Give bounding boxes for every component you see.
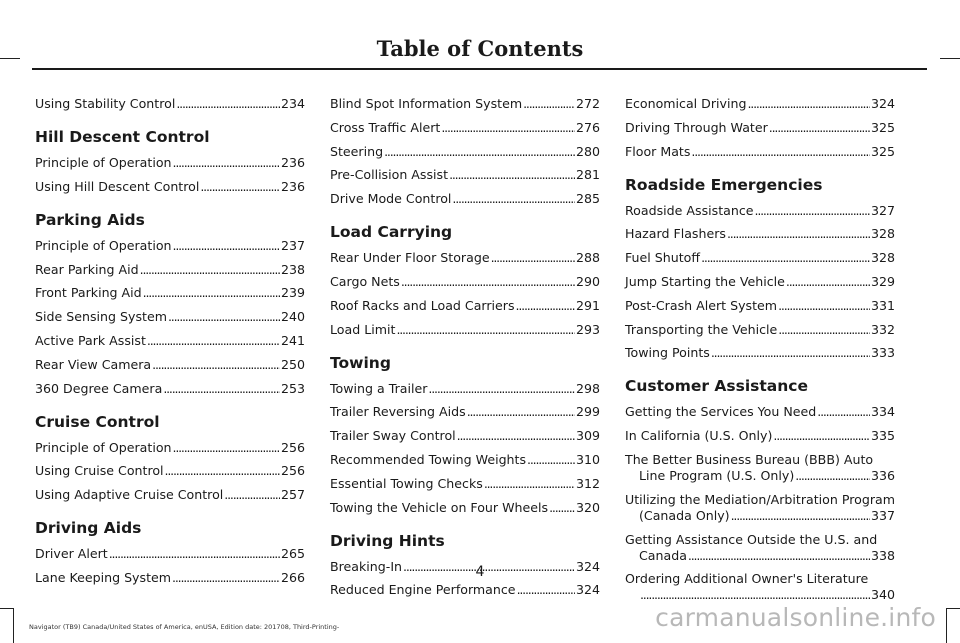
toc-entry-label: Active Park Assist — [35, 332, 146, 348]
toc-entry-label: Front Parking Aid — [35, 285, 142, 301]
footer-edition-text: Navigator (TB9) Canada/United States of America, enUSA, Edition date: 201708, Third-Printing- — [29, 623, 340, 631]
toc-entry-page: 293 — [575, 321, 600, 337]
toc-entry-label: Driving Through Water — [625, 119, 768, 135]
toc-entry-label: Principle of Operation — [35, 155, 172, 170]
dot-leader — [441, 120, 575, 136]
toc-entry-label-continued: Canada — [639, 547, 687, 563]
dot-leader — [491, 250, 575, 266]
crop-mark — [0, 608, 14, 609]
toc-entry-page: 312 — [575, 475, 600, 491]
dot-leader — [457, 428, 575, 444]
toc-entry-page: 332 — [870, 321, 895, 337]
toc-entry-page: 241 — [280, 332, 305, 348]
toc-entry[interactable] — [625, 120, 895, 136]
toc-entry-label: Lane Keeping System — [35, 569, 172, 585]
toc-entry-label: Drive Mode Control — [330, 191, 452, 207]
toc-entry-label: Towing Points — [625, 345, 710, 361]
toc-entry-page: 335 — [870, 428, 895, 444]
toc-entry-label: Blind Spot Information System — [330, 96, 523, 111]
toc-entry-label: Roadside Assistance — [625, 202, 754, 218]
toc-entry-page: 333 — [870, 345, 895, 361]
toc-entry[interactable] — [35, 179, 305, 195]
toc-entry-page: 234 — [280, 96, 305, 111]
toc-entry-page: 291 — [575, 297, 600, 313]
dot-leader — [173, 155, 280, 171]
toc-entry[interactable] — [625, 345, 895, 361]
section-heading: Driving Hints — [330, 531, 445, 550]
toc-entry-label: Roof Racks and Load Carriers — [330, 297, 515, 313]
toc-entry[interactable] — [625, 298, 895, 314]
watermark-logo: carmanualsonline.info — [655, 603, 936, 632]
toc-entry[interactable] — [625, 274, 895, 290]
dot-leader — [755, 203, 870, 219]
dot-leader — [165, 463, 280, 479]
section-heading: Cruise Control — [35, 412, 160, 431]
dot-leader — [748, 96, 870, 112]
toc-entry-page: 331 — [870, 297, 895, 313]
crop-mark — [13, 608, 14, 643]
toc-entry-page: 299 — [575, 404, 600, 420]
toc-entry-label: Using Cruise Control — [35, 463, 164, 479]
toc-entry-page: 325 — [870, 143, 895, 159]
toc-entry-label-continued: (Canada Only) — [639, 507, 730, 523]
toc-entry-page: 340 — [870, 587, 895, 603]
toc-entry-page: 276 — [575, 119, 600, 135]
toc-entry-page: 329 — [870, 273, 895, 289]
dot-leader — [147, 333, 280, 349]
dot-leader — [384, 144, 575, 160]
toc-entry-page: 325 — [870, 119, 895, 135]
toc-entry-label: Breaking-In — [330, 558, 403, 574]
dot-leader — [527, 452, 575, 468]
toc-entry[interactable] — [330, 191, 600, 207]
toc-entry-label: Using Stability Control — [35, 96, 176, 111]
dot-leader — [549, 500, 575, 516]
toc-entry-label: Towing a Trailer — [330, 380, 428, 396]
dot-leader — [109, 546, 280, 562]
toc-entry[interactable] — [330, 120, 600, 136]
dot-leader — [467, 404, 575, 420]
toc-entry-page: 236 — [280, 178, 305, 194]
toc-entry-page: 290 — [575, 273, 600, 289]
toc-entry-page: 253 — [280, 380, 305, 396]
toc-entry[interactable] — [35, 546, 305, 562]
toc-entry[interactable] — [35, 333, 305, 349]
dot-leader — [727, 226, 870, 242]
toc-entry-page: 298 — [575, 380, 600, 396]
toc-entry-page: 337 — [870, 507, 895, 523]
toc-entry-label: Rear View Camera — [35, 356, 152, 372]
toc-entry-page: 324 — [870, 96, 895, 111]
section-heading: Driving Aids — [35, 519, 142, 538]
dot-leader — [640, 587, 870, 603]
toc-entry-label: Rear Under Floor Storage — [330, 250, 490, 266]
toc-entry[interactable] — [330, 96, 600, 112]
toc-entry-page: 281 — [575, 167, 600, 183]
toc-entry[interactable] — [625, 404, 895, 420]
toc-entry-page: 256 — [280, 463, 305, 479]
toc-entry-label: Using Adaptive Cruise Control — [35, 487, 224, 503]
toc-entry-label: Ordering Additional Owner's Literature — [625, 571, 869, 587]
toc-entry-page: 240 — [280, 309, 305, 325]
toc-entry-label: Hazard Flashers — [625, 226, 726, 242]
toc-entry-label: Post-Crash Alert System — [625, 297, 778, 313]
toc-column-3 — [625, 96, 895, 611]
toc-entry-label: Fuel Shutoff — [625, 250, 701, 266]
toc-entry-label: Getting the Services You Need — [625, 404, 817, 420]
toc-entry[interactable] — [35, 285, 305, 301]
toc-entry-page: 256 — [280, 439, 305, 455]
dot-leader — [516, 298, 575, 314]
toc-entry-page: 285 — [575, 191, 600, 207]
toc-column-2 — [330, 96, 600, 606]
toc-entry-page: 309 — [575, 428, 600, 444]
toc-entry-label: Rear Parking Aid — [35, 261, 139, 277]
toc-entry[interactable] — [35, 155, 305, 171]
toc-entry-label: Cross Traffic Alert — [330, 119, 441, 135]
page-title: Table of Contents — [376, 36, 584, 61]
toc-entry-page: 239 — [280, 285, 305, 301]
toc-entry[interactable] — [35, 96, 305, 112]
toc-entry-label-continued: Line Program (U.S. Only) — [639, 467, 795, 483]
toc-entry-page: 334 — [870, 404, 895, 420]
dot-leader — [778, 298, 870, 314]
dot-leader — [711, 345, 870, 361]
toc-column-1 — [35, 96, 305, 594]
toc-entry-label: Getting Assistance Outside the U.S. and — [625, 531, 878, 547]
dot-leader — [778, 322, 870, 338]
toc-entry-label: Load Limit — [330, 321, 396, 337]
toc-entry-page: 288 — [575, 250, 600, 266]
toc-entry[interactable] — [625, 492, 895, 524]
toc-entry-label: Jump Starting the Vehicle — [625, 273, 785, 289]
toc-entry[interactable] — [330, 250, 600, 266]
dot-leader — [176, 96, 280, 112]
toc-entry[interactable] — [330, 582, 600, 598]
dot-leader — [701, 250, 870, 266]
dot-leader — [449, 167, 575, 183]
toc-entry[interactable] — [35, 238, 305, 254]
toc-entry-page: 324 — [575, 582, 600, 598]
dot-leader — [691, 144, 870, 160]
crop-mark — [946, 608, 947, 643]
dot-leader — [817, 404, 870, 420]
toc-entry[interactable] — [625, 428, 895, 444]
dot-leader — [173, 238, 280, 254]
toc-entry-label: Essential Towing Checks — [330, 475, 483, 491]
dot-leader — [523, 96, 575, 112]
toc-entry-page: 272 — [575, 96, 600, 111]
toc-entry-page: 328 — [870, 226, 895, 242]
toc-entry[interactable] — [330, 322, 600, 338]
toc-entry[interactable] — [330, 500, 600, 516]
section-heading: Parking Aids — [35, 210, 145, 229]
toc-entry[interactable] — [625, 226, 895, 242]
toc-entry[interactable] — [330, 167, 600, 183]
toc-entry-page: 324 — [575, 558, 600, 574]
toc-entry[interactable] — [625, 452, 895, 484]
toc-entry-label: Floor Mats — [625, 143, 691, 159]
dot-leader — [773, 428, 870, 444]
dot-leader — [484, 476, 575, 492]
toc-entry-page: 250 — [280, 356, 305, 372]
toc-entry[interactable] — [35, 440, 305, 456]
toc-entry[interactable] — [625, 203, 895, 219]
toc-entry-page: 338 — [870, 547, 895, 563]
toc-entry-label: Pre-Collision Assist — [330, 167, 449, 183]
dot-leader — [786, 274, 870, 290]
toc-entry-page: 336 — [870, 467, 895, 483]
toc-entry-label: Utilizing the Mediation/Arbitration Program — [625, 491, 895, 507]
toc-entry-label: Towing the Vehicle on Four Wheels — [330, 499, 549, 515]
dot-leader — [140, 262, 280, 278]
dot-leader — [200, 179, 280, 195]
toc-entry[interactable] — [330, 452, 600, 468]
dot-leader — [173, 440, 280, 456]
dot-leader — [517, 582, 575, 598]
section-heading: Customer Assistance — [625, 377, 808, 396]
toc-entry-label: In California (U.S. Only) — [625, 428, 773, 444]
toc-entry[interactable] — [35, 487, 305, 503]
toc-entry[interactable] — [625, 144, 895, 160]
toc-entry[interactable] — [625, 322, 895, 338]
toc-entry[interactable] — [35, 381, 305, 397]
toc-entry[interactable] — [625, 250, 895, 266]
toc-entry-page: 320 — [575, 499, 600, 515]
toc-entry-label: Using Hill Descent Control — [35, 178, 200, 194]
toc-entry-page: 237 — [280, 237, 305, 253]
dot-leader — [688, 548, 870, 564]
toc-entry[interactable] — [330, 404, 600, 420]
toc-entry[interactable] — [625, 96, 895, 112]
toc-entry-label: Steering — [330, 143, 384, 159]
toc-entry-label: Driver Alert — [35, 546, 108, 562]
dot-leader — [769, 120, 870, 136]
toc-entry-page: 280 — [575, 143, 600, 159]
dot-leader — [452, 191, 575, 207]
toc-entry[interactable] — [625, 532, 895, 564]
toc-entry-label: Cargo Nets — [330, 273, 400, 289]
toc-entry[interactable] — [35, 309, 305, 325]
toc-entry-label: Trailer Sway Control — [330, 428, 456, 444]
section-heading: Load Carrying — [330, 223, 453, 242]
toc-entry-page: 265 — [280, 546, 305, 562]
crop-mark — [946, 608, 960, 609]
section-heading: Towing — [330, 353, 391, 372]
toc-entry-label: Principle of Operation — [35, 237, 172, 253]
toc-entry-page: 236 — [280, 155, 305, 170]
section-heading: Hill Descent Control — [35, 128, 210, 146]
dot-leader — [143, 285, 280, 301]
dot-leader — [152, 357, 280, 373]
dot-leader — [795, 468, 870, 484]
dot-leader — [224, 487, 280, 503]
section-heading: Roadside Emergencies — [625, 175, 823, 194]
toc-entry[interactable] — [330, 144, 600, 160]
dot-leader — [396, 322, 575, 338]
toc-entry-label: Transporting the Vehicle — [625, 321, 778, 337]
toc-entry[interactable] — [330, 274, 600, 290]
toc-entry-label: 360 Degree Camera — [35, 380, 163, 396]
dot-leader — [731, 508, 870, 524]
dot-leader — [163, 381, 280, 397]
dot-leader — [168, 309, 280, 325]
toc-entry-label: Reduced Engine Performance — [330, 582, 516, 598]
toc-entry-page: 310 — [575, 451, 600, 467]
toc-entry[interactable] — [35, 357, 305, 373]
toc-entry[interactable] — [330, 381, 600, 397]
toc-entry[interactable] — [330, 476, 600, 492]
toc-entry-page: 238 — [280, 261, 305, 277]
header-rule — [32, 68, 927, 70]
toc-entry-label: Side Sensing System — [35, 309, 167, 325]
toc-entry-page: 327 — [870, 202, 895, 218]
toc-entry-page: 257 — [280, 487, 305, 503]
toc-entry-label: Economical Driving — [625, 96, 747, 111]
toc-entry[interactable] — [330, 298, 600, 314]
toc-entry-page: 266 — [280, 569, 305, 585]
toc-entry-label: Principle of Operation — [35, 439, 172, 455]
toc-entry[interactable] — [35, 463, 305, 479]
dot-leader — [401, 274, 575, 290]
toc-entry-label: The Better Business Bureau (BBB) Auto — [625, 451, 874, 467]
toc-entry-page: 328 — [870, 250, 895, 266]
toc-entry[interactable] — [330, 428, 600, 444]
toc-entry-label: Trailer Reversing Aids — [330, 404, 466, 420]
page-number: 4 — [475, 564, 485, 580]
toc-entry[interactable] — [35, 262, 305, 278]
toc-entry-label: Recommended Towing Weights — [330, 451, 527, 467]
dot-leader — [428, 381, 575, 397]
